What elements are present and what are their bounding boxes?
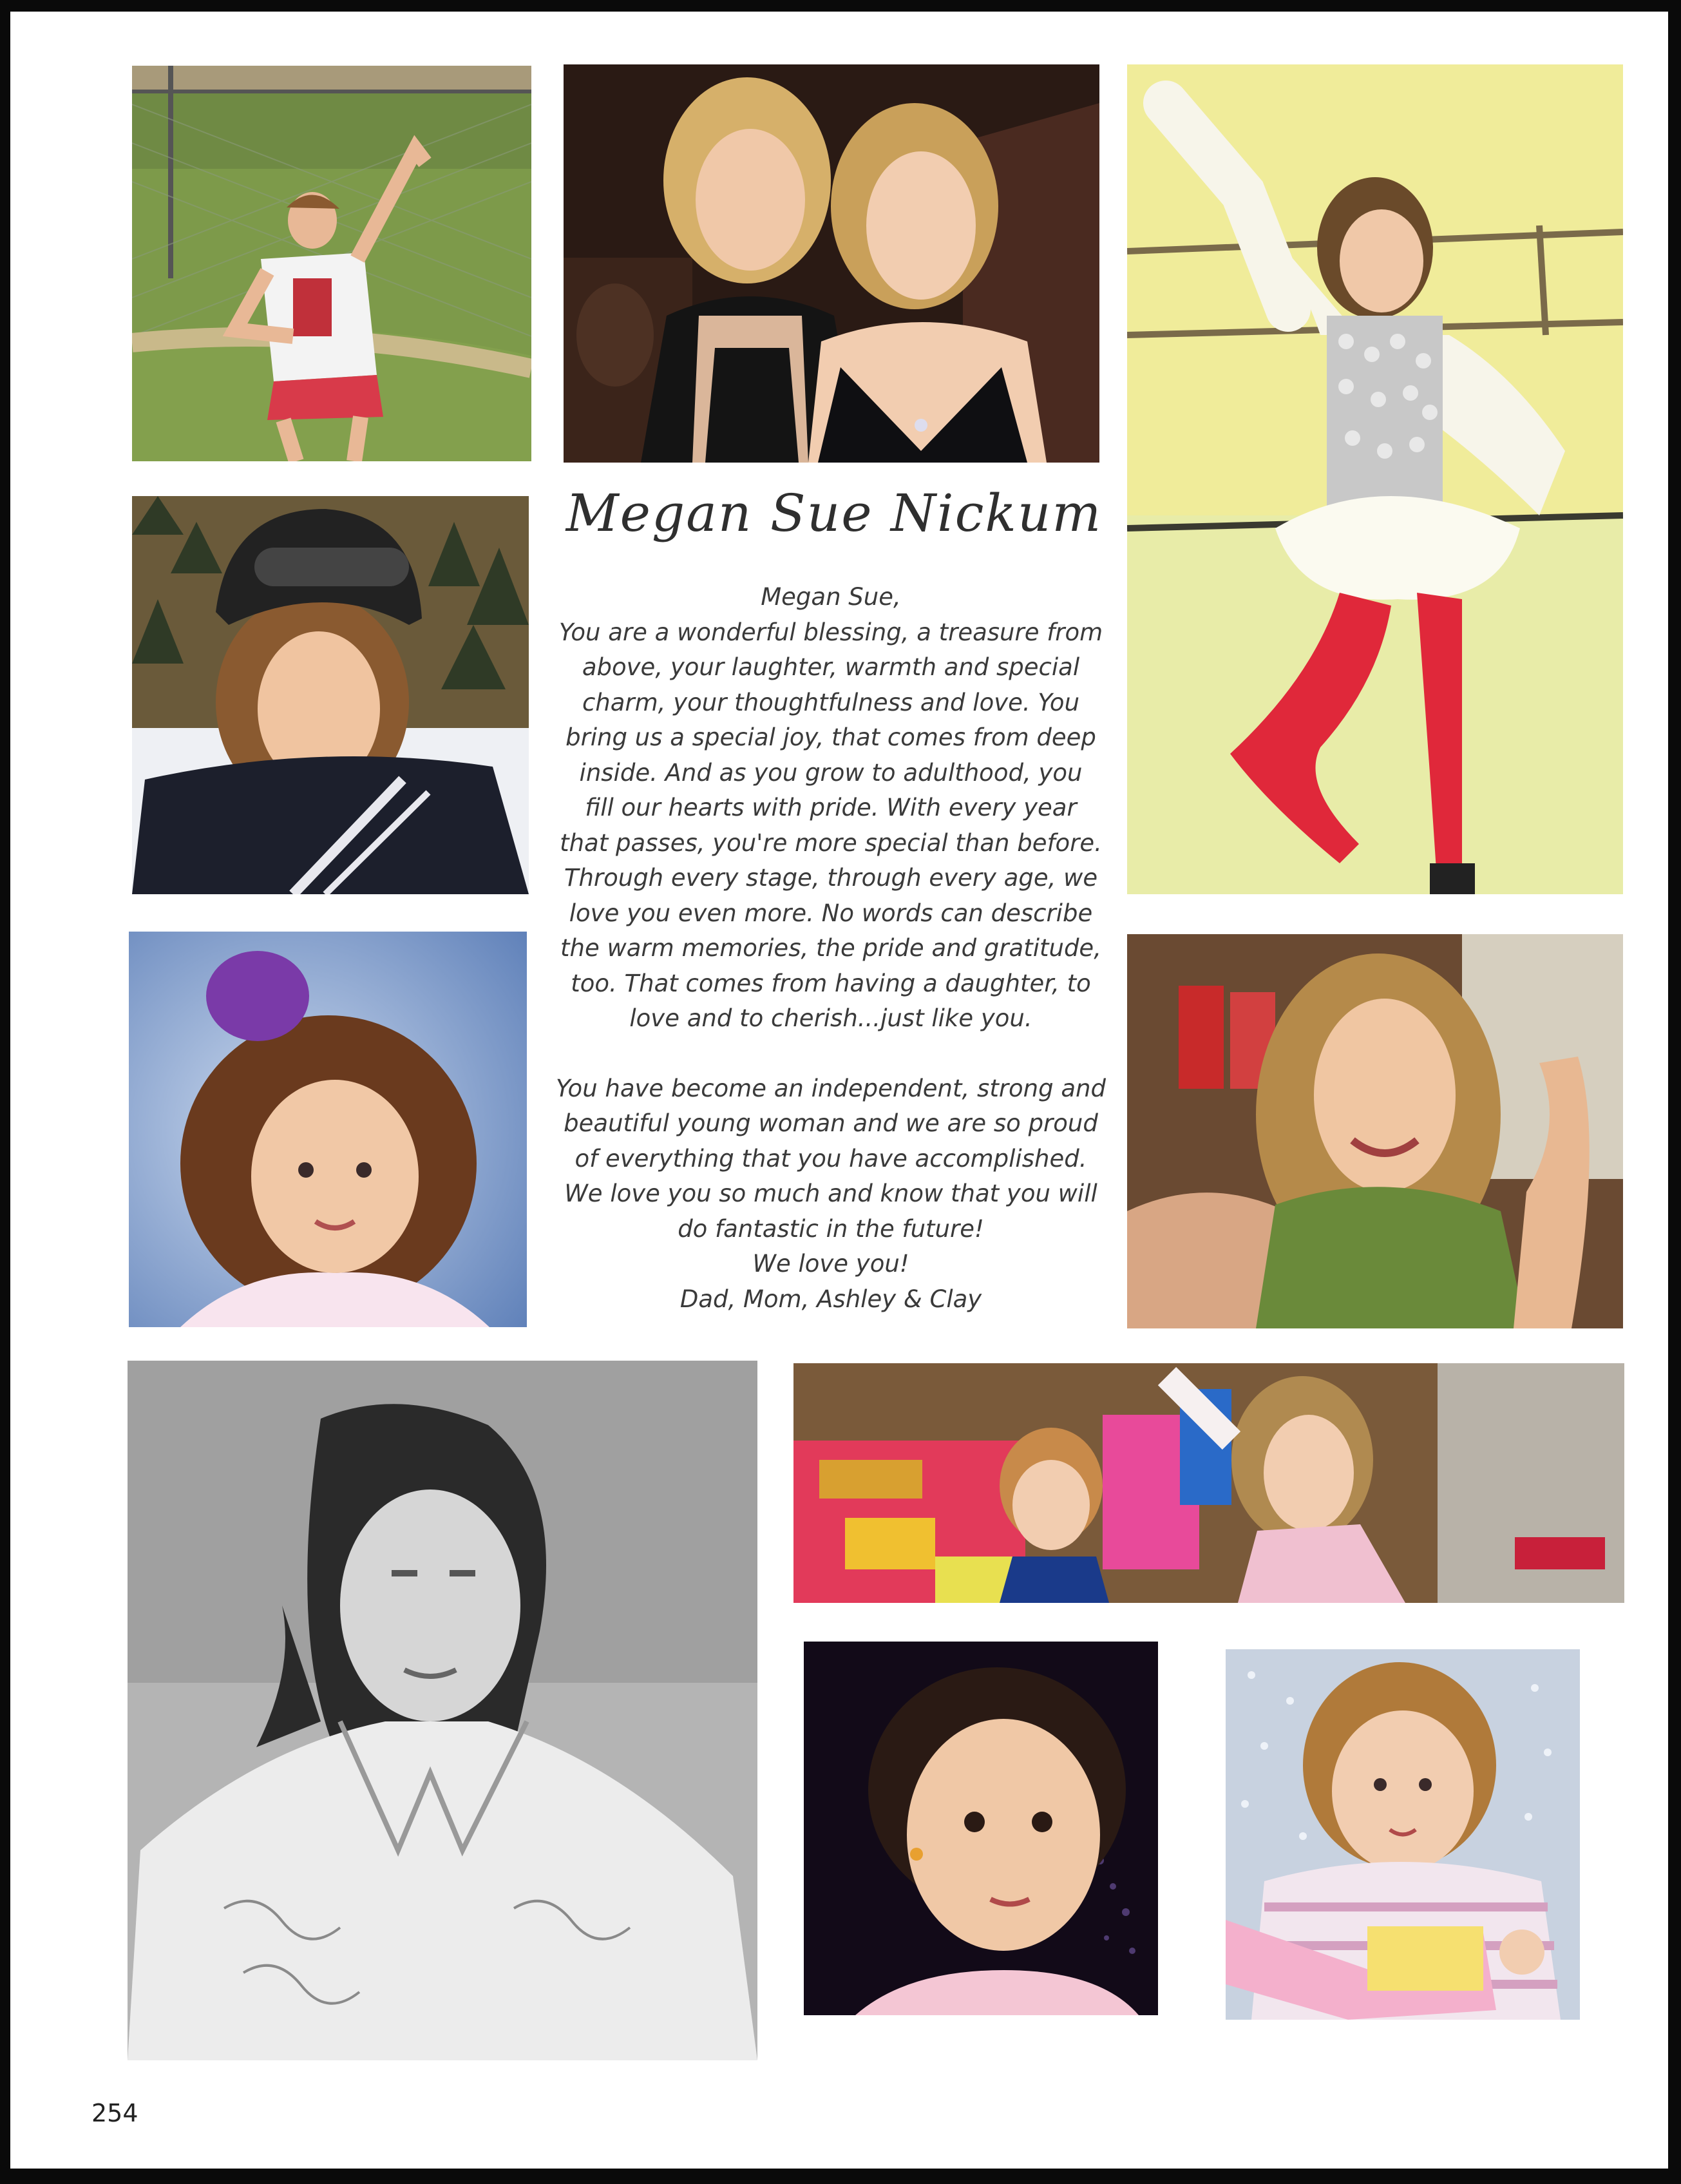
photo-young-woman-smiling [1127,934,1623,1328]
photo-toddler-portrait [804,1642,1158,2015]
message-line: charm, your thoughtfulness and love. You [582,688,1080,716]
photo-ski-helmet [132,496,529,894]
message-line: too. That comes from having a daughter, to [571,969,1091,997]
photo-black-and-white-portrait [128,1361,757,2060]
message-line: do fantastic in the future! [678,1214,984,1243]
photo-baby-with-book [1226,1649,1580,2020]
page-number: 254 [91,2099,138,2127]
page-title: Megan Sue Nickum [565,483,1103,543]
photo-portrait-child-bow [129,932,527,1327]
paragraph-gap [554,1037,1108,1071]
photo-softball-child [132,66,531,461]
message-line: love and to cherish...just like you. [629,1004,1032,1032]
photo-two-young-women [564,64,1099,463]
message-line: bring us a special joy, that comes from deep [565,723,1096,751]
message-line: of everything that you have accomplished. [575,1144,1087,1173]
message-line: Megan Sue, [761,583,901,611]
message-line: the warm memories, the pride and gratitude, [560,934,1101,962]
message-line: love you even more. No words can describe [569,899,1093,927]
photo-children-with-toys [793,1363,1624,1603]
message-line: We love you so much and know that you will [564,1180,1097,1207]
message-line: Through every stage, through every age, we [564,864,1098,892]
message-line: that passes, you're more special than before. [560,829,1102,857]
message-line: beautiful young woman and we are so proud [564,1109,1098,1137]
photo-dancer-child [1127,64,1623,894]
message-text [554,580,1108,1317]
message-line: We love you! [752,1250,909,1278]
message-line: You are a wonderful blessing, a treasure from [558,618,1103,646]
message-line: inside. And as you grow to adulthood, you [579,758,1083,787]
message-line: fill our hearts with pride. With every year [585,794,1077,821]
message-line: above, your laughter, warmth and special [582,653,1080,681]
message-signature: Dad, Mom, Ashley & Clay [679,1285,982,1313]
message-line: You have become an independent, strong and [556,1074,1106,1102]
